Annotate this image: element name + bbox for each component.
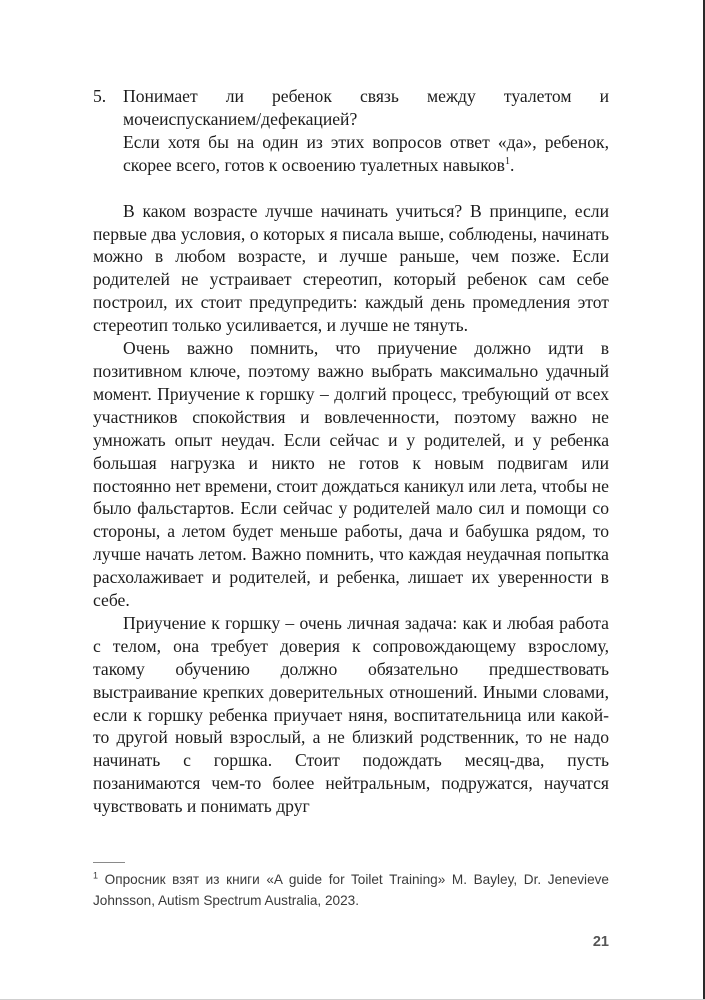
list-item-body (123, 85, 609, 177)
page-number: 21 (592, 934, 609, 950)
list-item (93, 85, 609, 177)
list-item-number: 5. (93, 86, 107, 106)
list-item-text: Понимает ли ребенок связь между туалетом и мочеиспусканием/дефекацией? (123, 86, 609, 129)
footnote-marker: 1 (93, 870, 99, 881)
footnote-reference: 1 (504, 155, 510, 167)
footnote-divider (93, 862, 125, 863)
list-item-conclusion (123, 131, 609, 177)
conclusion-period: . (509, 154, 515, 175)
footnote-text: Опросник взят из книги «A guide for Toilet Training» M. Bayley, Dr. Jenevieve Johnsson, Autism Spectrum Australia, 2023. (93, 872, 609, 908)
paragraph-timing: Очень важно помнить, что приучение должно идти в позитивном ключе, поэтому важно выбрать максимально удачный момент. Приучение к горшку – долгий процесс, требующий от всех участников спокойствия и вовлеченности, поэтому важно не умножать опыт неудач. Если сейчас и у родителей, и у ребенка большая нагрузка и никто не готов к новым подвигам или постоянно нет времени, стоит дождаться каникул или лета, чтобы не было фальстартов. Если сейчас у родителей мало сил и помощи со стороны, а летом будет меньше работы, дача и бабушка рядом, то лучше начать летом. Важно помнить, что каждая неудачная попытка расхолаживает и родителей, и ребенка, лишает их уверенности в себе. (93, 338, 609, 611)
paragraph-trust: Приучение к горшку – очень личная задача: как и любая работа с телом, она требует доверия к сопровождающему взрослому, такому обучению должно обязательно предшествовать выстраивание крепких доверительных отношений. Иными словами, если к горшку ребенка приучает няня, воспитательница или какой-то другой новый взрослый, а не близкий родственник, то не надо начинать с горшка. Стоит подождать месяц-два, пусть позанимаются чем-то более нейтральным, подружатся, научатся чувствовать и понимать друг (93, 612, 609, 817)
conclusion-text: Если хотя бы на один из этих вопросов ответ «да», ребенок, скорее всего, готов к освоению туалетных навыков (123, 131, 609, 175)
footnote (93, 869, 609, 911)
main-text (93, 85, 609, 818)
paragraph-gap (93, 177, 609, 200)
paragraph-age: В каком возрасте лучше начинать учиться? В принципе, если первые два условия, о которых я писала выше, соблюдены, начинать можно в любом возрасте, и лучше раньше, чем позже. Если родителей не устраивает стереотип, который ребенок сам себе построил, их стоит предупредить: каждый день промедления этот стереотип только усиливается, и лучше не тянуть. (93, 200, 609, 336)
